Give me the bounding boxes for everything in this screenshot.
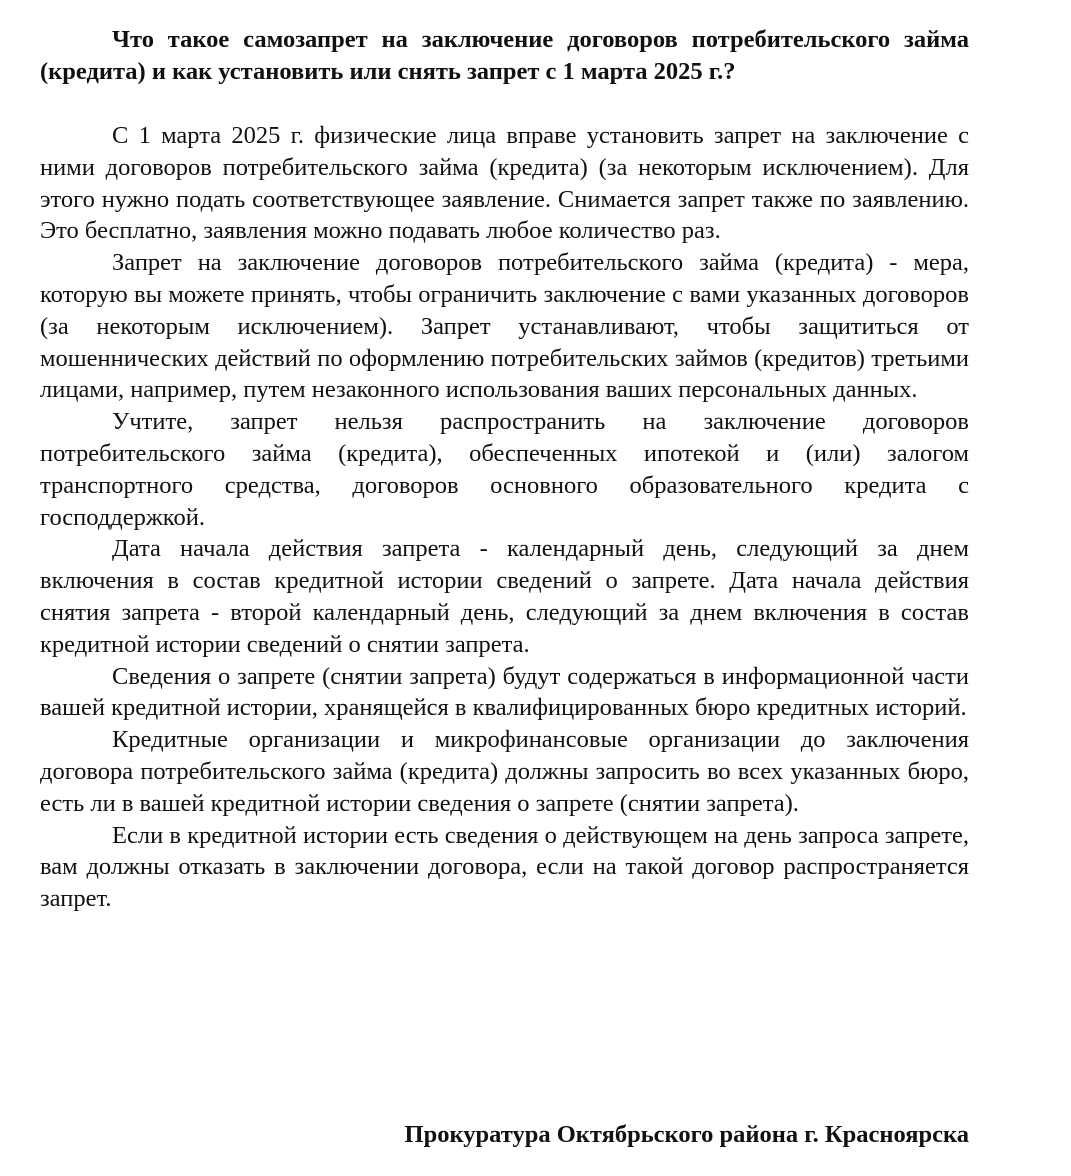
paragraph-2: Запрет на заключение договоров потребительского займа (кредита) - мера, которую вы можете принять, чтобы ограничить заключение с вами указанных договоров (за некоторым исключением). Запрет устанавливают, чтобы защититься от мошеннических действий по оформлению потребительских займов (кредитов) третьими лицами, например, путем незаконного использования ваших персональных данных.: [40, 249, 969, 404]
document-title: Что такое самозапрет на заключение договоров потребительского займа (кредита) и как установить или снять запрет с 1 марта 2025 г.?: [40, 26, 969, 85]
paragraph-6: Кредитные организации и микрофинансовые организации до заключения договора потребительского займа (кредита) должны запросить во всех указанных бюро, есть ли в вашей кредитной истории сведения о запрете (снятии запрета).: [40, 726, 969, 817]
signature: Прокуратура Октябрьского района г. Красноярска: [404, 1121, 969, 1148]
document-body: [40, 120, 969, 915]
paragraph-3: Учтите, запрет нельзя распространить на заключение договоров потребительского займа (кредита), обеспеченных ипотекой и (или) залогом транспортного средства, договоров основного образовательного кредита с господдержкой.: [40, 408, 969, 531]
paragraph-7: Если в кредитной истории есть сведения о действующем на день запроса запрете, вам должны отказать в заключении договора, если на такой договор распространяется запрет.: [40, 821, 969, 913]
document-page: [40, 24, 969, 915]
paragraph-4: Дата начала действия запрета - календарный день, следующий за днем включения в состав кредитной истории сведений о запрете. Дата начала действия снятия запрета - второй календарный день, следующий за днем включения в состав кредитной истории сведений о снятии запрета.: [40, 535, 969, 658]
paragraph-1: С 1 марта 2025 г. физические лица вправе установить запрет на заключение с ними договоров потребительского займа (кредита) (за некоторым исключением). Для этого нужно подать соответствующее заявление. Снимается запрет также по заявлению. Это бесплатно, заявления можно подавать любое количество раз.: [40, 122, 969, 245]
paragraph-5: Сведения о запрете (снятии запрета) будут содержаться в информационной части вашей кредитной истории, хранящейся в квалифицированных бюро кредитных историй.: [40, 662, 969, 722]
